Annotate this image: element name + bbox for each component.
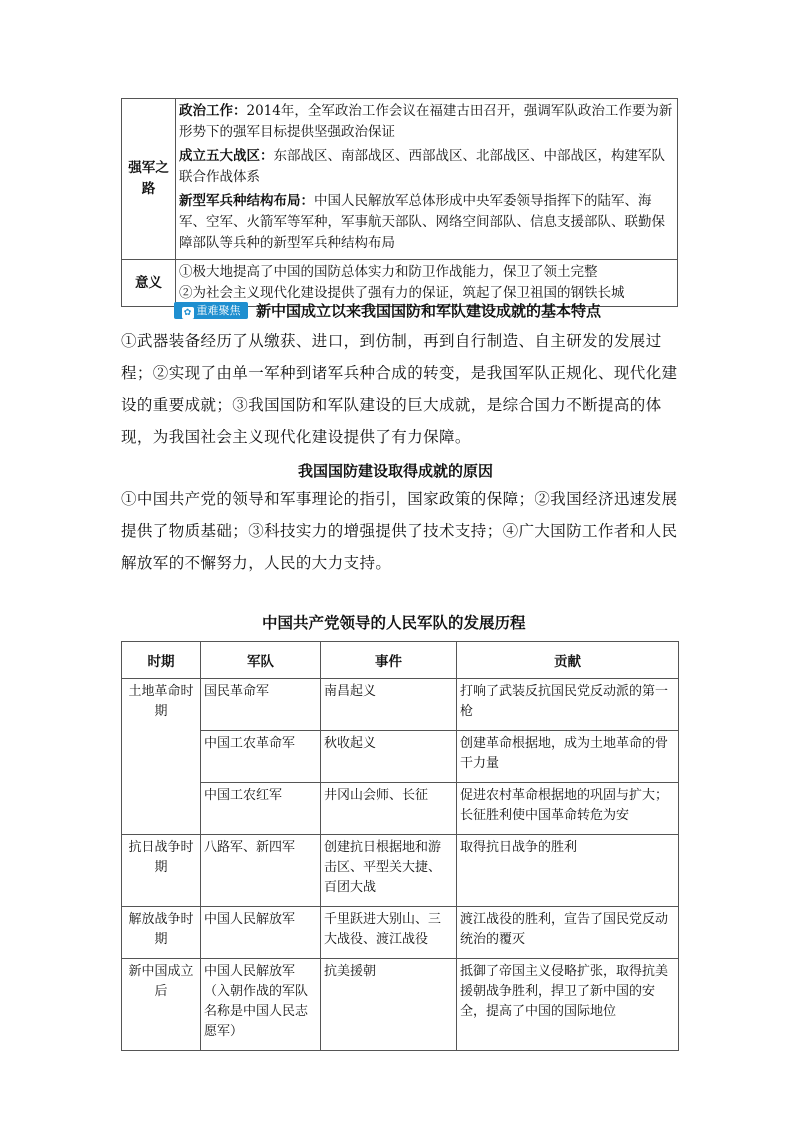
significance-item: ②为社会主义现代化建设提供了强有力的保证，筑起了保卫祖国的钢铁长城 xyxy=(179,285,625,301)
period-cell: 新中国成立后 xyxy=(122,959,201,1051)
period-cell: 解放战争时期 xyxy=(122,907,201,959)
focus-text-1: ①武器装备经历了从缴获、进口，到仿制，再到自行制造、自主研发的发展过程；②实现了由单一军种到诸军兵种合成的转变，是我国军队正规化、现代化建设的重要成就；③我国国防和军队建设的巨大成就，是综合国力不断提高的体现，为我国社会主义现代化建设提供了有力保障。 xyxy=(121,332,678,446)
col-period: 时期 xyxy=(122,642,201,679)
table-row xyxy=(122,959,679,1051)
row-header-significance: 意义 xyxy=(122,260,176,307)
contribution-cell: 促进农村革命根据地的巩固与扩大；长征胜利使中国革命转危为安 xyxy=(457,783,679,835)
item-new-structure: 新型军兵种结构布局：中国人民解放军总体形成中央军委领导指挥下的陆军、海军、空军、火箭军等军种，军事航天部队、网络空间部队、信息支援部队、联勤保障部队等兵种的新型军兵种结构布局 xyxy=(179,193,665,251)
military-strengthening-table xyxy=(121,98,678,307)
event-cell: 南昌起义 xyxy=(321,679,457,731)
table-row xyxy=(122,907,679,959)
contribution-cell: 渡江战役的胜利，宣告了国民党反动统治的覆灭 xyxy=(457,907,679,959)
col-contribution: 贡献 xyxy=(457,642,679,679)
row-header-road: 强军之路 xyxy=(122,99,176,260)
army-cell: 国民革命军 xyxy=(201,679,321,731)
event-cell: 抗美援朝 xyxy=(321,959,457,1051)
significance-item: ①极大地提高了中国的国防总体实力和防卫作战能力，保卫了领土完整 xyxy=(179,264,598,280)
event-cell: 千里跃进大别山、三大战役、渡江战役 xyxy=(321,907,457,959)
table-row xyxy=(122,731,679,783)
history-table-title: 中国共产党领导的人民军队的发展历程 xyxy=(262,614,526,632)
contribution-cell: 创建革命根据地，成为土地革命的骨干力量 xyxy=(457,731,679,783)
history-table xyxy=(121,641,679,1051)
table-header-row xyxy=(122,642,679,679)
focus-badge: ✿ 重难聚焦 xyxy=(174,302,248,319)
event-cell: 创建抗日根据地和游击区、平型关大捷、百团大战 xyxy=(321,835,457,907)
contribution-cell: 抵御了帝国主义侵略扩张，取得抗美援朝战争胜利，捍卫了新中国的安全，提高了中国的国际地位 xyxy=(457,959,679,1051)
period-cell: 抗日战争时期 xyxy=(122,835,201,907)
period-cell: 土地革命时期 xyxy=(122,679,201,835)
table-row xyxy=(122,783,679,835)
event-cell: 井冈山会师、长征 xyxy=(321,783,457,835)
army-cell: 八路军、新四军 xyxy=(201,835,321,907)
table-row xyxy=(122,679,679,731)
army-cell: 中国人民解放军 xyxy=(201,907,321,959)
table-row xyxy=(122,835,679,907)
focus-text-2: ①中国共产党的领导和军事理论的指引，国家政策的保障；②我国经济迅速发展提供了物质基础；③科技实力的增强提供了技术支持；④广大国防工作者和人民解放军的不懈努力，人民的大力支持。 xyxy=(121,490,678,572)
col-army: 军队 xyxy=(201,642,321,679)
contribution-cell: 打响了武装反抗国民党反动派的第一枪 xyxy=(457,679,679,731)
col-event: 事件 xyxy=(321,642,457,679)
event-cell: 秋收起义 xyxy=(321,731,457,783)
contribution-cell: 取得抗日战争的胜利 xyxy=(457,835,679,907)
item-political-work: 政治工作：2014年，全军政治工作会议在福建古田召开，强调军队政治工作要为新形势下的强军目标提供坚强政治保证 xyxy=(179,103,673,140)
star-icon: ✿ xyxy=(182,307,194,319)
army-cell: 中国工农红军 xyxy=(201,783,321,835)
road-content-cell xyxy=(176,99,678,260)
army-cell: 中国工农革命军 xyxy=(201,731,321,783)
army-cell: 中国人民解放军（入朝作战的军队名称是中国人民志愿军） xyxy=(201,959,321,1051)
item-five-theaters: 成立五大战区：东部战区、南部战区、西部战区、北部战区、中部战区，构建军队联合作战体系 xyxy=(179,148,665,185)
focus-title-2: 我国国防建设取得成就的原因 xyxy=(298,462,494,480)
focus-title-1: 新中国成立以来我国国防和军队建设成就的基本特点 xyxy=(256,302,602,320)
